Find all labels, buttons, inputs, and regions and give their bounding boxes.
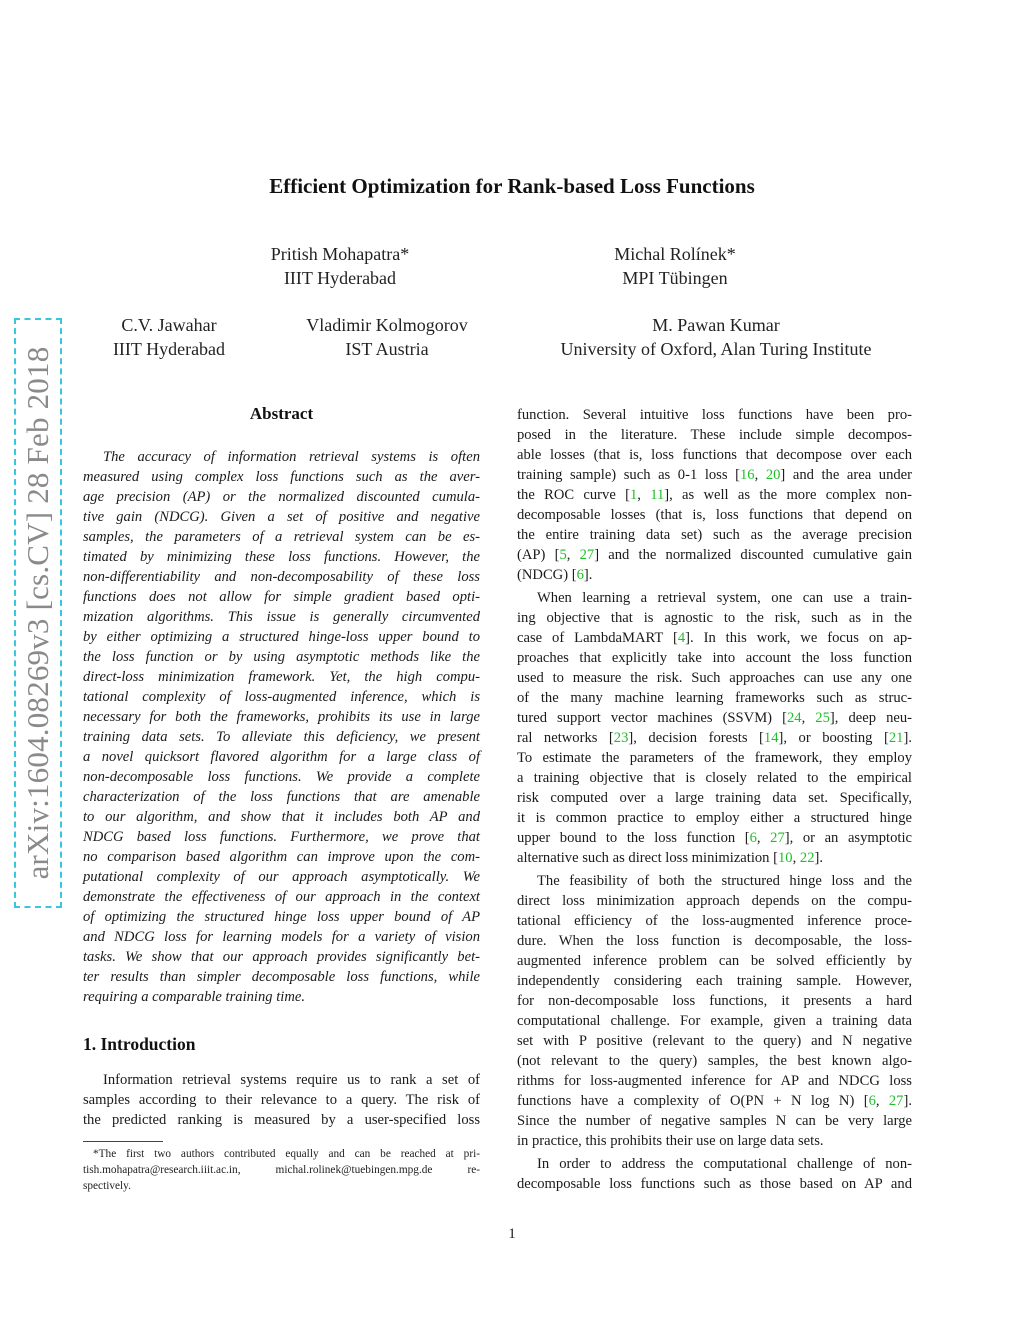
text-line: necessary for both the frameworks, prohibits its use in large: [83, 709, 480, 725]
text-line: rithms for loss-augmented inference for AP and NDCG loss: [517, 1073, 912, 1089]
intro-body: [83, 1070, 480, 1130]
text-line: the predicted ranking is measured by a user-specified loss: [83, 1112, 480, 1128]
section-heading-introduction: 1. Introduction: [83, 1034, 196, 1054]
footnote-line: spectively.: [83, 1180, 131, 1192]
text-line: proaches that explicitly take into account the loss function: [517, 650, 912, 666]
citation-link[interactable]: 21: [888, 730, 904, 746]
text-line: able losses (that is, loss functions that decompose over each: [517, 447, 912, 463]
author-block: [575, 242, 775, 290]
text-line: training data sets. To alleviate this deficiency, we present: [83, 729, 480, 745]
text-line: functions does not allow for simple gradient based opti-: [83, 589, 480, 605]
text-line: timated by minimizing these loss functions. However, the: [83, 549, 480, 565]
author-name: M. Pawan Kumar: [652, 315, 780, 335]
citation-link[interactable]: 24: [786, 710, 802, 726]
author-affiliation: MPI Tübingen: [622, 268, 728, 288]
text-line: of optimizing the structured hinge loss upper bound of AP: [83, 909, 480, 925]
text-line: NDCG based loss functions. Furthermore, we prove that: [83, 829, 480, 845]
citation-link[interactable]: 6: [576, 567, 584, 583]
citation-link[interactable]: 27: [579, 547, 595, 563]
author-name: Pritish Mohapatra*: [270, 244, 410, 264]
text-line: ter results than simpler decomposable loss functions, while: [83, 969, 480, 985]
citation-link[interactable]: 1: [629, 487, 638, 503]
text-line: samples, the parameters of a retrieval system can be es-: [83, 529, 480, 545]
citation-link[interactable]: 5: [559, 547, 567, 563]
footnote-rule: [83, 1141, 163, 1142]
text-line: computational challenge. For example, given a training data: [517, 1013, 912, 1029]
text-line: (AP) [5, 27] and the normalized discounted cumulative gain: [517, 547, 912, 563]
text-line: The feasibility of both the structured hinge loss and the: [537, 873, 912, 889]
author-block: [520, 313, 912, 361]
text-line: ing objective that is agnostic to the risk, such as in the: [517, 610, 912, 626]
text-line: case of LambdaMART [4]. In this work, we focus on ap-: [517, 630, 912, 646]
citation-link[interactable]: 27: [770, 830, 785, 846]
page-number: 1: [508, 1226, 516, 1242]
author-affiliation: IST Austria: [345, 339, 429, 359]
text-line: (NDCG) [6].: [517, 567, 593, 583]
right-column-body: [517, 405, 912, 1194]
arxiv-id[interactable]: arXiv:1604.08269v3 [cs.CV] 28 Feb 2018: [20, 346, 55, 880]
text-line: a novel quicksort flavored algorithm for a large class of: [83, 749, 480, 765]
citation-link[interactable]: 14: [763, 730, 779, 746]
text-line: mization algorithms. This issue is generally circumvented: [83, 609, 480, 625]
text-line: alternative such as direct loss minimization [10, 22].: [517, 850, 824, 866]
text-line: a training objective that is closely related to the empirical: [517, 770, 912, 786]
author-block: [84, 313, 254, 361]
citation-link[interactable]: 4: [677, 630, 686, 646]
text-line: risk computed over a large training data set. Specifically,: [517, 790, 912, 806]
citation-link[interactable]: 11: [650, 487, 665, 503]
abstract-body: [83, 447, 480, 1007]
citation-link[interactable]: 6: [749, 830, 757, 846]
text-line: age precision (AP) or the normalized discounted cumula-: [83, 489, 480, 505]
text-line: to our algorithm, and show that it includes both AP and: [83, 809, 480, 825]
text-line: non-decomposable loss functions. We provide a complete: [83, 769, 480, 785]
text-line: used to measure the risk. Such approaches can use any one: [517, 670, 912, 686]
text-line: decomposable losses (that is, loss functions that depend on: [517, 507, 912, 523]
text-line: it is common practice to employ either a structured hinge: [517, 810, 912, 826]
citation-link[interactable]: 6: [868, 1093, 876, 1109]
text-line: independently considering each training sample. However,: [517, 973, 912, 989]
author-affiliation: University of Oxford, Alan Turing Institute: [560, 339, 872, 359]
text-line: direct-loss minimization framework. Yet, the high compu-: [83, 669, 480, 685]
text-line: and NDCG loss for learning models for a variety of vision: [83, 929, 480, 945]
text-line: demonstrate the effectiveness of our approach in the context: [83, 889, 480, 905]
text-line: by either optimizing a structured hinge-loss upper bound to: [83, 629, 480, 645]
text-line: no comparison based algorithm can improve upon the com-: [83, 849, 480, 865]
citation-link[interactable]: 22: [799, 850, 815, 866]
text-line: tured support vector machines (SSVM) [24, 25], deep neu-: [517, 710, 912, 726]
citation-link[interactable]: 20: [765, 467, 781, 483]
abstract-heading: Abstract: [249, 404, 314, 423]
author-name: Michal Rolínek*: [614, 244, 736, 264]
paper-title: Efficient Optimization for Rank-based Loss Functions: [269, 174, 755, 198]
text-line: The accuracy of information retrieval systems is often: [103, 449, 480, 465]
text-line: training sample) such as 0-1 loss [16, 20] and the area under: [517, 467, 913, 483]
text-line: for non-decomposable loss functions, it presents a hard: [517, 993, 912, 1009]
footnote-line: tish.mohapatra@research.iiit.ac.in, michal.rolinek@tuebingen.mpg.de re-: [83, 1164, 480, 1176]
citation-link[interactable]: 10: [778, 850, 793, 866]
footnote-line: *The first two authors contributed equally and can be reached at pri-: [93, 1148, 480, 1160]
text-line: Information retrieval systems require us to rank a set of: [103, 1072, 480, 1088]
text-line: tasks. We show that our approach provides significantly bet-: [83, 949, 480, 965]
text-line: tational efficiency of the loss-augmented inference proce-: [517, 913, 912, 929]
author-block: [240, 242, 440, 290]
text-line: upper bound to the loss function [6, 27], or an asymptotic: [517, 830, 912, 846]
text-line: of the many machine learning frameworks such as struc-: [517, 690, 912, 706]
author-affiliation: IIIT Hyderabad: [283, 268, 397, 288]
text-line: decomposable loss functions such as those based on AP and: [517, 1176, 912, 1192]
citation-link[interactable]: 16: [739, 467, 755, 483]
citation-link[interactable]: 27: [888, 1093, 904, 1109]
author-name: Vladimir Kolmogorov: [306, 315, 468, 335]
text-line: the ROC curve [1, 11], as well as the more complex non-: [517, 487, 912, 503]
text-line: direct loss minimization approach depends on the compu-: [517, 893, 912, 909]
text-line: posed in the literature. These include simple decompos-: [517, 427, 912, 443]
text-line: When learning a retrieval system, one can use a train-: [537, 590, 912, 606]
citation-link[interactable]: 25: [815, 710, 830, 726]
text-line: in practice, this prohibits their use on large data sets.: [517, 1133, 824, 1149]
text-line: augmented inference problem can be solved efficiently by: [517, 953, 912, 969]
arxiv-stamp: [14, 318, 62, 908]
text-line: dure. When the loss function is decomposable, the loss-: [517, 933, 912, 949]
citation-link[interactable]: 23: [613, 730, 629, 746]
text-line: requiring a comparable training time.: [83, 989, 305, 1005]
text-line: samples according to their relevance to a query. The risk of: [83, 1092, 480, 1108]
text-line: (not relevant to the query) samples, the best known algo-: [517, 1053, 912, 1069]
author-block: [287, 313, 487, 361]
footnote: [83, 1146, 480, 1194]
text-line: To estimate the parameters of the framework, they employ: [517, 750, 912, 766]
text-line: tational complexity of loss-augmented inference, which is: [83, 689, 480, 705]
author-name: C.V. Jawahar: [121, 315, 217, 335]
text-line: characterization of the loss functions that are amenable: [83, 789, 480, 805]
text-line: the loss function or by using asymptotic methods like the: [83, 649, 480, 665]
text-line: putational complexity of our approach asymptotically. We: [83, 869, 480, 885]
text-line: the entire training data set) such as the average precision: [517, 527, 912, 543]
text-line: set with P positive (relevant to the query) and N negative: [517, 1033, 912, 1049]
text-line: functions have a complexity of O(PN + N log N) [6, 27].: [517, 1093, 912, 1109]
text-line: Since the number of negative samples N can be very large: [517, 1113, 912, 1129]
text-line: non-differentiability and non-decomposability of these loss: [83, 569, 480, 585]
text-line: tive gain (NDCG). Given a set of positive and negative: [83, 509, 480, 525]
text-line: function. Several intuitive loss functions have been pro-: [517, 407, 912, 423]
text-line: In order to address the computational challenge of non-: [537, 1156, 912, 1172]
text-line: ral networks [23], decision forests [14], or boosting [21].: [517, 730, 912, 746]
text-line: measured using complex loss functions such as the aver-: [83, 469, 480, 485]
author-affiliation: IIIT Hyderabad: [112, 339, 226, 359]
